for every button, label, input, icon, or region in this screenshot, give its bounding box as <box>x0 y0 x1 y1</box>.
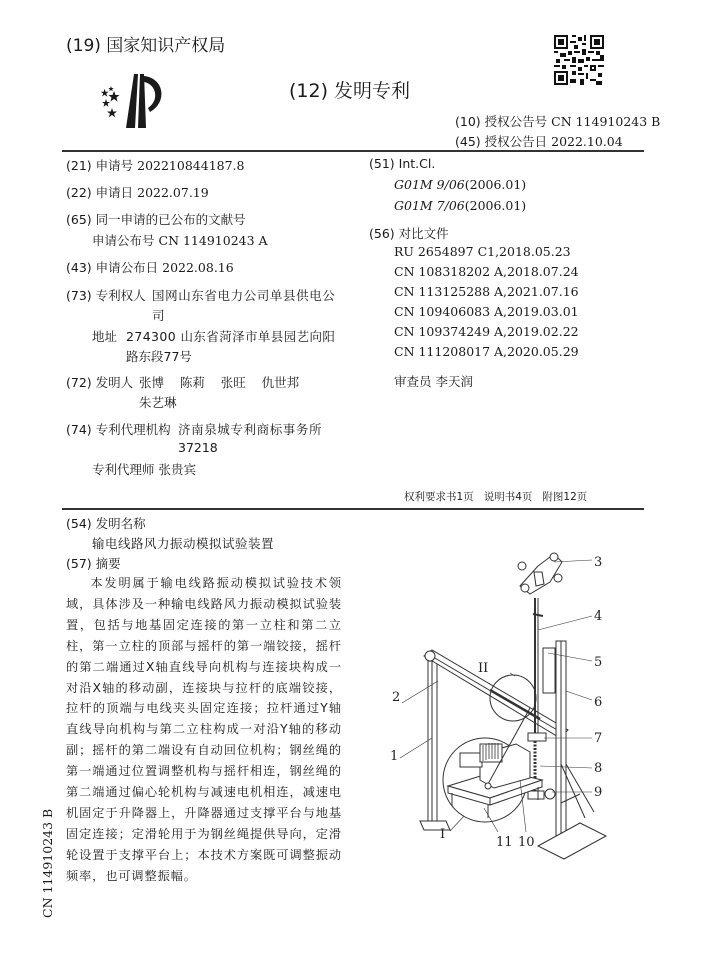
page-counts: 权利要求书1页 说明书4页 附图12页 <box>404 491 588 503</box>
reference-item: CN 108318202 A,2018.07.24 <box>394 264 579 279</box>
int-cl-item <box>394 198 526 213</box>
address-label: 地址 <box>92 329 118 344</box>
office-name: (19) 国家知识产权局 <box>66 36 226 56</box>
abstract-label: (57) 摘要 <box>66 556 121 571</box>
document-type: (12) 发明专利 <box>289 80 411 102</box>
reference-item: RU 2654897 C1,2018.05.23 <box>394 244 571 259</box>
examiner-name: 李天润 <box>435 374 474 389</box>
agent-label: 专利代理师 <box>92 462 155 477</box>
grant-pub-date-row <box>455 132 623 150</box>
section-divider <box>62 508 644 510</box>
application-pub-date-label: (43) 申请公布日 <box>66 260 159 275</box>
figure-label: 7 <box>594 731 603 746</box>
reference-item: CN 113125288 A,2021.07.16 <box>394 284 579 299</box>
figure-label: 3 <box>594 555 603 570</box>
application-pub-date-row <box>66 258 234 276</box>
int-cl-label: (51) Int.Cl. <box>369 156 436 171</box>
figure-label: 5 <box>594 655 603 670</box>
side-publication-number: CN 114910243 B <box>40 808 55 918</box>
examiner-row <box>394 372 473 390</box>
figure-label: 6 <box>594 695 603 710</box>
inventors-line-2: 朱艺琳 <box>139 395 177 410</box>
figure-label: I <box>440 827 446 842</box>
grant-pub-no-label: (10) 授权公告号 <box>455 114 548 129</box>
inventors-line-1: 张博 陈莉 张旺 仇世邦 <box>139 375 300 390</box>
figure-label: 10 <box>518 835 535 850</box>
grant-pub-date: 2022.10.04 <box>551 134 623 149</box>
application-pub-date: 2022.08.16 <box>162 260 234 275</box>
header-divider <box>62 150 644 152</box>
figure-label: 4 <box>594 609 603 624</box>
application-pub-number: CN 114910243 A <box>158 233 268 248</box>
reference-item: CN 109374249 A,2019.02.22 <box>394 324 579 339</box>
patentee-line-2: 司 <box>152 308 165 323</box>
address-line-1: 274300 山东省菏泽市单县园艺向阳 <box>126 329 336 344</box>
grant-pub-no: CN 114910243 B <box>551 114 661 129</box>
agent-row <box>92 460 196 478</box>
agency-line-2: 37218 <box>178 440 218 455</box>
agency-label: (74) 专利代理机构 <box>66 422 171 437</box>
second-column <box>538 641 606 859</box>
int-cl-version: (2006.01) <box>464 198 527 213</box>
int-cl-version: (2006.01) <box>464 177 527 192</box>
application-date: 2022.07.19 <box>137 185 209 200</box>
application-number-row <box>66 156 245 174</box>
application-pub-number-row <box>92 231 268 249</box>
application-number-label: (21) 申请号 <box>66 158 134 173</box>
abstract-text <box>66 573 342 887</box>
wire-clamp <box>518 553 562 594</box>
int-cl-code: G01M 7/06 <box>394 198 465 213</box>
first-column <box>420 661 450 830</box>
grant-pub-date-label: (45) 授权公告日 <box>455 134 548 149</box>
invention-title-label: (54) 发明名称 <box>66 516 146 531</box>
application-number: 202210844187.8 <box>137 158 245 173</box>
application-pub-number-label: 申请公布号 <box>92 233 155 248</box>
abstract-figure <box>380 548 650 878</box>
int-cl-code: G01M 9/06 <box>394 177 465 192</box>
application-date-label: (22) 申请日 <box>66 185 134 200</box>
figure-label: 9 <box>594 785 603 800</box>
figure-label: 11 <box>496 835 513 850</box>
qr-code-icon <box>554 35 604 85</box>
figure-label: 1 <box>390 749 399 764</box>
patentee-label: (73) 专利权人 <box>66 288 146 303</box>
figure-label: II <box>478 661 489 676</box>
cnipa-logo-icon <box>98 72 170 132</box>
address-line-2: 路东段77号 <box>126 349 192 364</box>
inventors-label: (72) 发明人 <box>66 375 134 390</box>
examiner-label: 审查员 <box>394 374 432 389</box>
reference-item: CN 111208017 A,2020.05.29 <box>394 344 579 359</box>
invention-title: 输电线路风力振动模拟试验装置 <box>92 536 275 551</box>
figure-label: 8 <box>594 761 603 776</box>
grant-pub-no-row <box>455 112 660 130</box>
agency-line-1: 济南泉城专利商标事务所 <box>178 422 323 437</box>
int-cl-item <box>394 177 526 192</box>
abstract-paragraph: 本发明属于输电线路振动模拟试验技术领域，具体涉及一种输电线路风力振动模拟试验装置，包括与地基固定连接的第一立柱和第二立柱，第一立柱的顶部与摇杆的第一端铰接，摇杆的第二端通过X轴直线导向机构与连接块构成一对沿X轴的移动副，连接块与拉杆的底端铰接，拉杆的顶端与电线夹头固定连接；拉杆通过Y轴直线导向机构与第二立柱构成一对沿Y轴的移动副；摇杆的第二端设有自动回位机构；钢丝绳的第一端通过位置调整机构与摇杆相连，钢丝绳的第二端通过偏心轮机构与减速电机相连，减速电机固定于升降器上，升降器通过支撑平台与地基固定连接；定滑轮用于为钢丝绳提供导向，定滑轮设置于支撑平台上；本技术方案既可调整振动频率，也可调整振幅。 <box>66 576 342 883</box>
application-date-row <box>66 183 209 201</box>
references-label: (56) 对比文件 <box>369 226 449 241</box>
figure-label: 2 <box>392 690 401 705</box>
agent-name: 张贵宾 <box>158 462 197 477</box>
reference-item: CN 109406083 A,2019.03.01 <box>394 304 579 319</box>
same-application-label: (65) 同一申请的已公布的文献号 <box>66 212 246 227</box>
patentee-line-1: 国网山东省电力公司单县供电公 <box>152 288 336 303</box>
